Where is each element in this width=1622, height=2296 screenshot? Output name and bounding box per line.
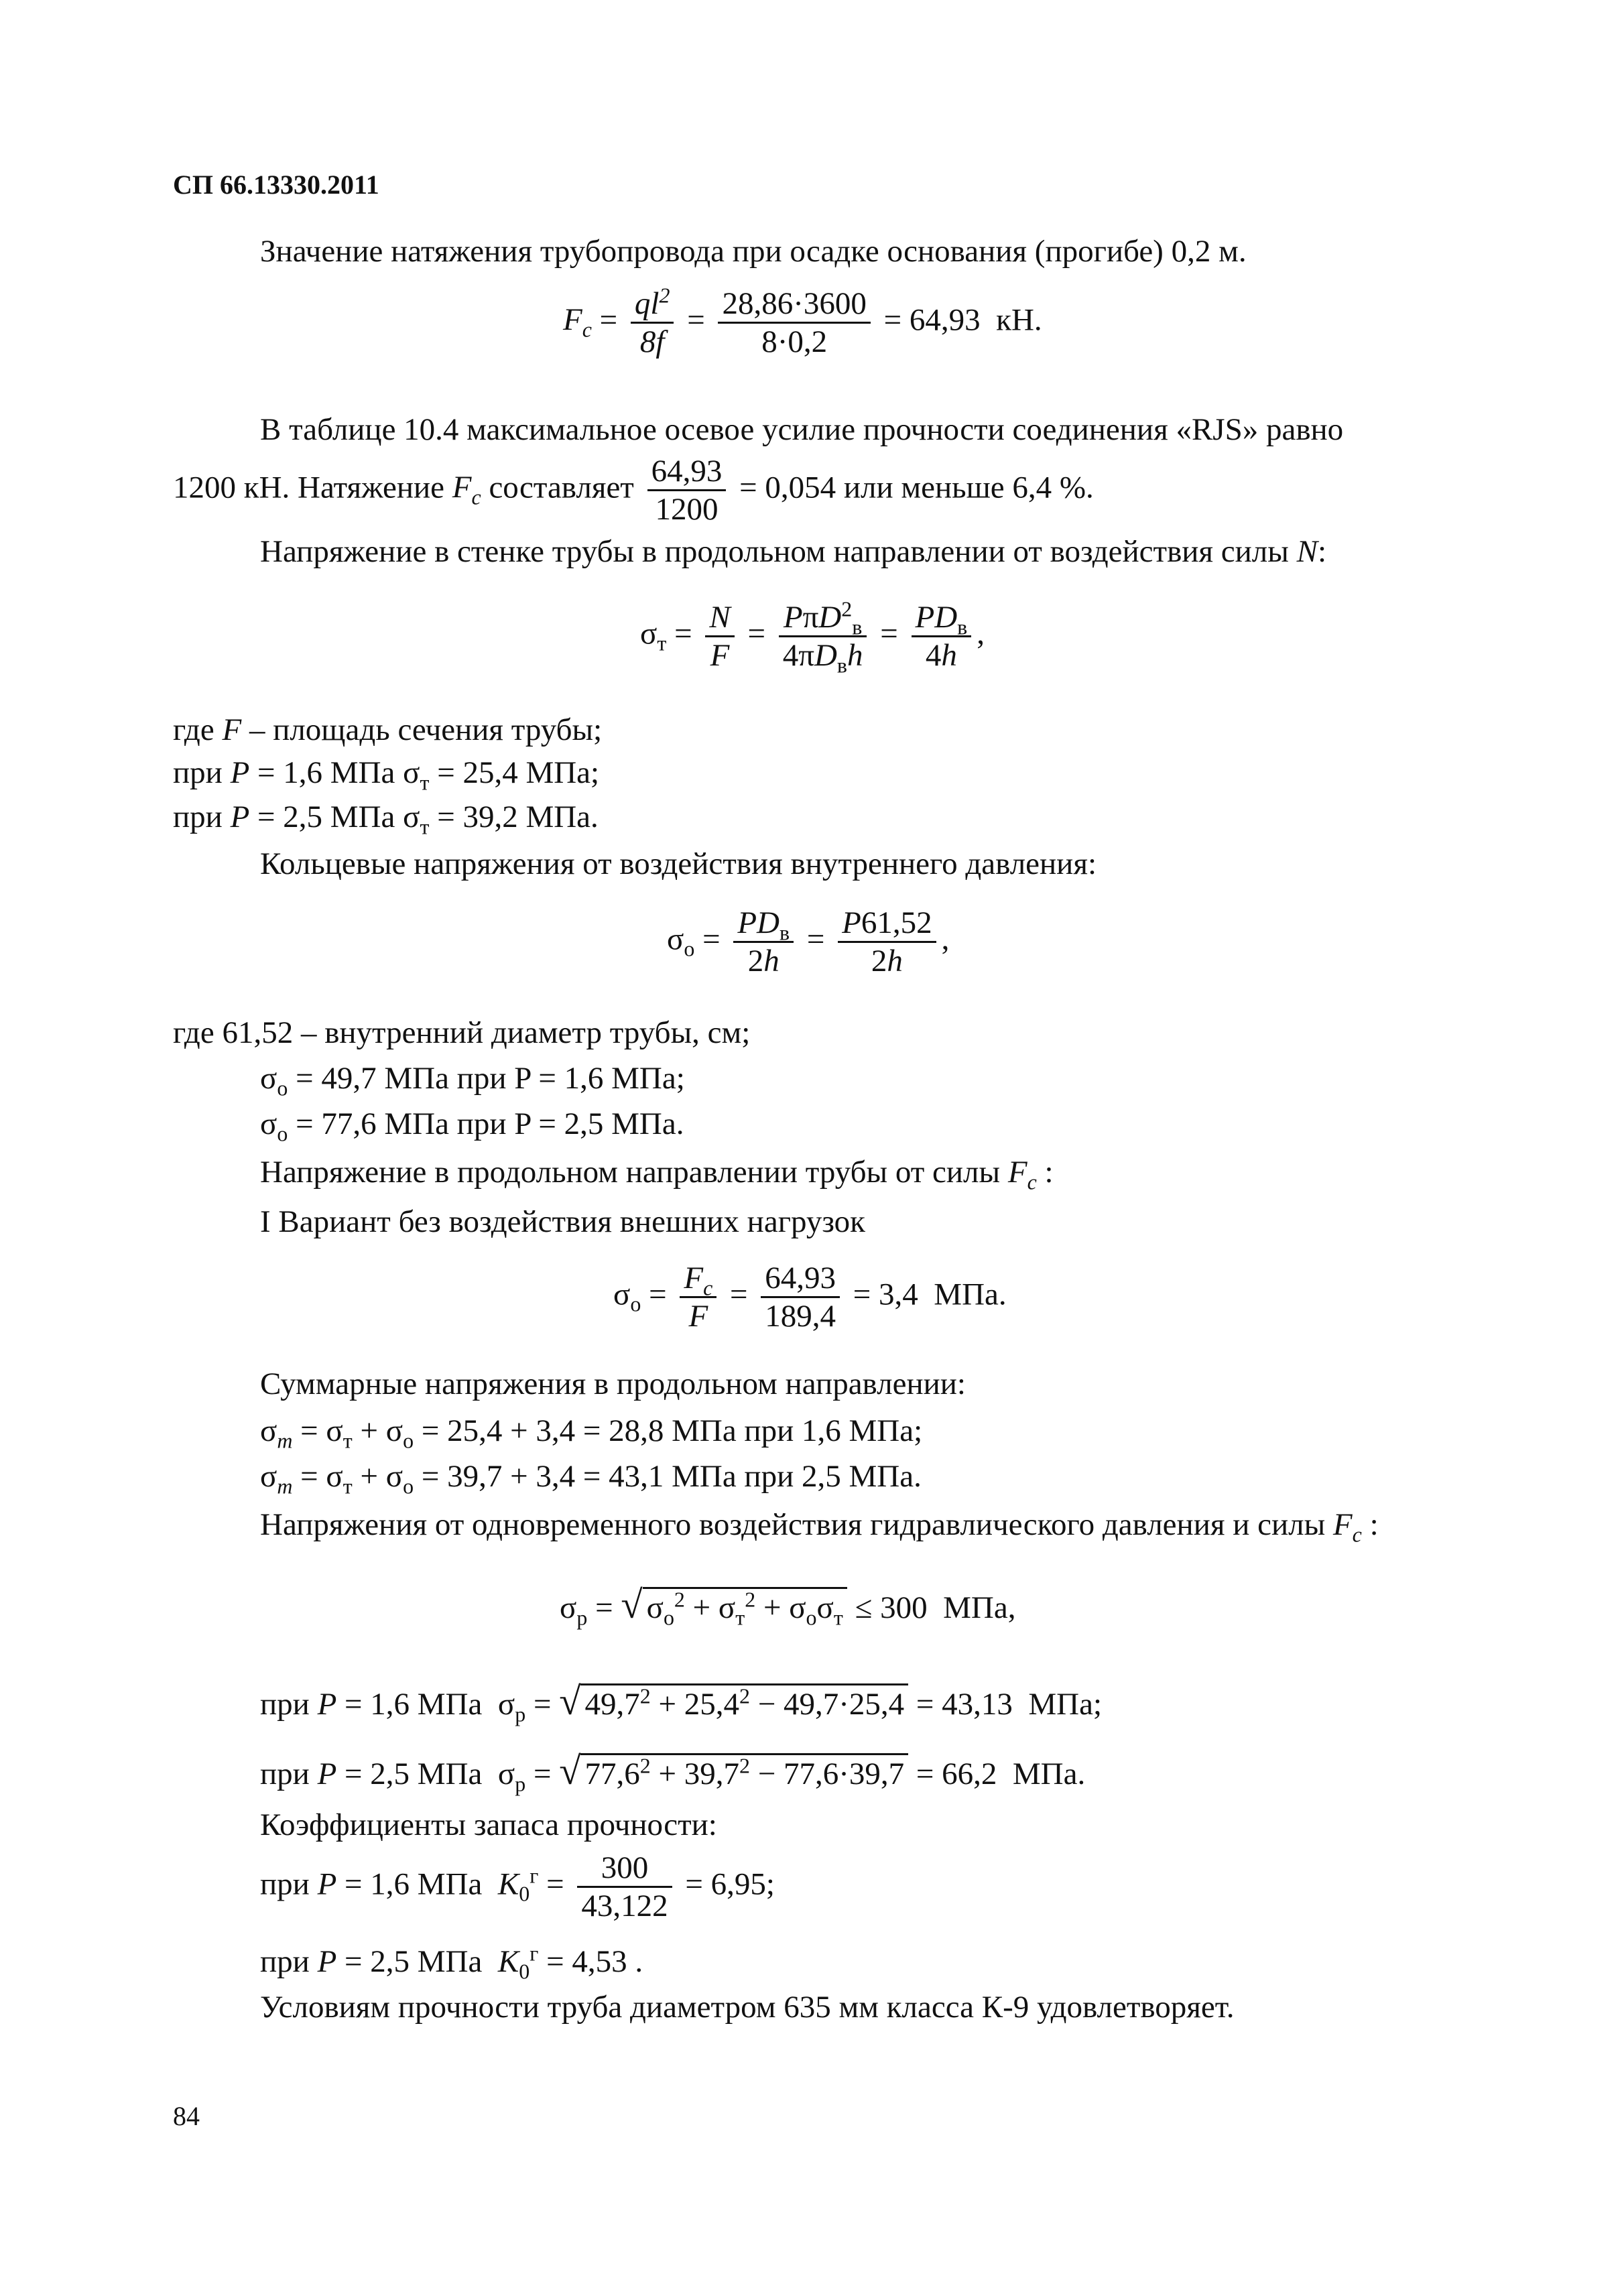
text-line-16-b: = 39,7 + 3,4 = 43,1 МПа при 2,5 МПа. xyxy=(421,1459,922,1494)
formula-variant-1: $\sigma_о$ = $\frac{F_c}{F}$ = $\frac{64,93}{189,4}$ = 3,4 МПа. xyxy=(613,1261,1007,1334)
text-line-8: Кольцевые напряжения от воздействия внутреннего давления: xyxy=(260,846,1097,881)
text-line-17-text: Напряжения от одновременного воздействия гидравлического давления и силы xyxy=(260,1507,1326,1542)
text-line-4: Напряжение в стенке трубы в продольном направлении от воздействия силы N: xyxy=(260,534,1327,569)
text-line-5-b: – площадь сечения трубы; xyxy=(249,712,603,747)
ratio-numerator: 64,93 xyxy=(647,453,727,491)
text-line-3-b: составляет xyxy=(489,470,634,505)
text-line-6-b: = 25,4 МПа; xyxy=(437,755,600,790)
text-line-18: при P = 1,6 МПа $\sigma_р$ = √ $49,7^2 + 25,4^2 - 49,7\cdot 25,4 = 43,13$ МПа; xyxy=(260,1679,1103,1726)
formula-longitudinal-stress: $\sigma_т$ = $\frac{N}{F}$ = $\frac{P\pi D^2_в}{4\pi D_вh}$ = $\frac{PD_в}{4h}$ , xyxy=(640,597,985,678)
text-line-12-text: Напряжение в продольном направлении трубы от силы xyxy=(260,1155,1001,1190)
text-line-3: 1200 кН. Натяжение $F_c$ составляет $\frac{64,93}{1200}$ = 0,054 или меньше 6,4 %. xyxy=(173,454,1094,527)
safety-factor-numerator: 300 xyxy=(577,1850,672,1888)
text-line-9: где 61,52 – внутренний диаметр трубы, см; xyxy=(173,1015,751,1050)
text-line-15-b: = 25,4 + 3,4 = 28,8 МПа при 1,6 МПа; xyxy=(421,1413,923,1448)
text-line-6: при P = 1,6 МПа $\sigma_т = 25,4$ МПа; xyxy=(173,755,600,795)
text-line-4-text: Напряжение в стенке трубы в продольном направлении от воздействия силы xyxy=(260,534,1289,569)
text-line-2: В таблице 10.4 максимальное осевое усилие прочности соединения «RJS» равно xyxy=(260,412,1344,447)
formula-combined-stress: $\sigma_р$ = √ $\sigma_о^2 + \sigma_т^2 + \sigma_о\sigma_т \le 300$ МПа, xyxy=(560,1583,1016,1630)
formula-tension: $F_c$ = $\frac{ql^2}{8f}$ = $\frac{28,86\cdot 3600}{8\cdot 0,2}$ = 64,93 кН. xyxy=(563,283,1042,360)
text-line-16: $\sigma_m = \sigma_т + \sigma_о = 39,7 + 3,4 = 43,1$ МПа при 2,5 МПа. xyxy=(260,1459,922,1498)
text-line-13: I Вариант без воздействия внешних нагрузок xyxy=(260,1204,865,1239)
text-line-12: Напряжение в продольном направлении трубы от силы $F_c$ : xyxy=(260,1155,1054,1194)
text-line-7-b: = 39,2 МПа. xyxy=(437,800,599,834)
formula-hoop-stress: $\sigma_о$ = $\frac{PD_в}{2h}$ = $\frac{P61,52}{2h}$ , xyxy=(667,905,950,979)
text-line-14: Суммарные напряжения в продольном направлении: xyxy=(260,1366,966,1401)
text-line-23: Условиям прочности труба диаметром 635 мм класса К-9 удовлетворяет. xyxy=(260,1990,1235,2025)
text-line-5: где F – площадь сечения трубы; xyxy=(173,712,603,747)
ratio-denominator: 1200 xyxy=(655,492,719,527)
page-number: 84 xyxy=(173,2101,200,2131)
text-line-3-a: 1200 кН. Натяжение xyxy=(173,470,445,505)
safety-factor-denominator: 43,122 xyxy=(581,1889,668,1924)
text-line-15: $\sigma_m = \sigma_т + \sigma_о = 25,4 + 3,4 = 28,8$ МПа при 1,6 МПа; xyxy=(260,1413,923,1453)
text-line-22: при P = 2,5 МПа $K_0^г = 4,53$ . xyxy=(260,1941,643,1984)
text-line-5-a: где xyxy=(173,712,214,747)
text-line-19: при P = 2,5 МПа $\sigma_р$ = √ $77,6^2 + 39,7^2 - 77,6\cdot 39,7 = 66,2$ МПа. xyxy=(260,1749,1086,1796)
text-line-17: Напряжения от одновременного воздействия гидравлического давления и силы $F_c$ : xyxy=(260,1507,1379,1547)
document-header: СП 66.13330.2011 xyxy=(173,170,379,200)
text-line-10-b: = 49,7 МПа при P = 1,6 МПа; xyxy=(296,1061,685,1096)
text-line-22-b: = 4,53 . xyxy=(546,1944,643,1979)
text-line-10: $\sigma_о = 49,7$ МПа при P = 1,6 МПа; xyxy=(260,1061,685,1100)
text-line-3-c: = 0,054 или меньше 6,4 %. xyxy=(739,470,1094,505)
text-line-1: Значение натяжения трубопровода при осадке основания (прогибе) 0,2 м. xyxy=(260,234,1247,269)
text-line-7: при P = 2,5 МПа $\sigma_т = 39,2$ МПа. xyxy=(173,800,599,839)
text-line-20: Коэффициенты запаса прочности: xyxy=(260,1807,717,1842)
text-line-21: при P = 1,6 МПа $K_0^г$ = $\frac{300}{43,122}$ = 6,95; xyxy=(260,1850,775,1924)
safety-factor-result: = 6,95; xyxy=(685,1866,775,1902)
text-line-11-b: = 77,6 МПа при P = 2,5 МПа. xyxy=(296,1106,684,1141)
text-line-11: $\sigma_о = 77,6$ МПа при P = 2,5 МПа. xyxy=(260,1106,684,1146)
